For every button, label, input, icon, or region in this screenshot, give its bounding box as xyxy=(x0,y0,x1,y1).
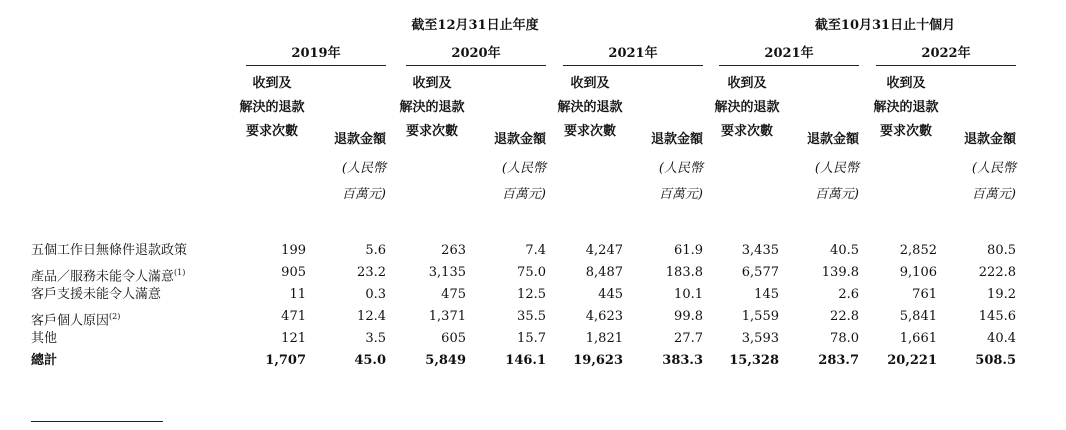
table-cell: 19.2 xyxy=(987,287,1016,302)
count-header-line: 解決的退款 xyxy=(714,100,780,115)
table-cell: 23.2 xyxy=(357,265,386,280)
count-header-line: 解決的退款 xyxy=(557,100,623,115)
table-cell: 6,577 xyxy=(741,265,779,280)
table-cell: 383.3 xyxy=(662,353,703,368)
amount-header: 退款金額 xyxy=(650,132,703,147)
table-cell: 5.6 xyxy=(365,243,386,258)
table-cell: 139.8 xyxy=(821,265,859,280)
table-cell: 905 xyxy=(281,265,306,280)
row-label: 其他 xyxy=(31,331,58,346)
table-cell: 199 xyxy=(281,243,306,258)
table-cell: 761 xyxy=(912,287,937,302)
table-cell: 35.5 xyxy=(517,309,546,324)
amount-unit-line: (人民幣 xyxy=(341,161,386,176)
table-cell: 146.1 xyxy=(505,353,546,368)
table-cell: 45.0 xyxy=(354,353,386,368)
table-cell: 508.5 xyxy=(975,353,1016,368)
table-cell: 4,247 xyxy=(585,243,623,258)
year-underline xyxy=(876,65,1016,66)
table-cell: 222.8 xyxy=(978,265,1016,280)
amount-header: 退款金額 xyxy=(333,132,386,147)
row-label: 五個工作日無條件退款政策 xyxy=(31,243,188,258)
table-cell: 75.0 xyxy=(517,265,546,280)
table-cell: 1,661 xyxy=(899,331,937,346)
amount-unit-line: 百萬元) xyxy=(971,187,1016,202)
amount-unit-line: 百萬元) xyxy=(501,187,546,202)
row-label: 客戶支援未能令人滿意 xyxy=(31,287,162,302)
table-cell: 605 xyxy=(441,331,466,346)
count-header-line: 收到及 xyxy=(886,76,926,91)
count-header-line: 要求次數 xyxy=(563,124,616,139)
year-underline xyxy=(406,65,546,66)
footnote-marker: (2) xyxy=(109,312,121,321)
table-cell: 183.8 xyxy=(665,265,703,280)
table-cell: 61.9 xyxy=(674,243,703,258)
count-header-line: 要求次數 xyxy=(405,124,458,139)
group-header-ten-months: 截至10月31日止十個月 xyxy=(814,18,956,33)
count-header-line: 收到及 xyxy=(412,76,452,91)
count-header-line: 要求次數 xyxy=(245,124,298,139)
table-cell: 145 xyxy=(754,287,779,302)
table-cell: 12.5 xyxy=(517,287,546,302)
table-cell: 5,841 xyxy=(899,309,937,324)
table-cell: 80.5 xyxy=(987,243,1016,258)
count-header-line: 要求次數 xyxy=(720,124,773,139)
year-header: 2020年 xyxy=(451,46,501,61)
amount-unit-line: (人民幣 xyxy=(971,161,1016,176)
table-cell: 20,221 xyxy=(887,353,937,368)
table-cell: 263 xyxy=(441,243,466,258)
amount-header: 退款金額 xyxy=(493,132,546,147)
table-cell: 40.4 xyxy=(987,331,1016,346)
footnote-marker: (1) xyxy=(174,268,186,277)
table-cell: 3,593 xyxy=(741,331,779,346)
amount-unit-line: (人民幣 xyxy=(501,161,546,176)
table-cell: 0.3 xyxy=(365,287,386,302)
table-cell: 5,849 xyxy=(425,353,466,368)
table-cell: 11 xyxy=(289,287,306,302)
table-cell: 7.4 xyxy=(525,243,546,258)
amount-unit-line: 百萬元) xyxy=(341,187,386,202)
table-cell: 99.8 xyxy=(674,309,703,324)
amount-unit-line: 百萬元) xyxy=(658,187,703,202)
table-cell: 145.6 xyxy=(978,309,1016,324)
count-header-line: 解決的退款 xyxy=(239,100,305,115)
table-cell: 445 xyxy=(598,287,623,302)
table-cell: 8,487 xyxy=(585,265,623,280)
table-cell: 1,821 xyxy=(585,331,623,346)
table-cell: 78.0 xyxy=(830,331,859,346)
year-header: 2021年 xyxy=(608,46,658,61)
table-cell: 3,135 xyxy=(428,265,466,280)
amount-header: 退款金額 xyxy=(963,132,1016,147)
table-cell: 3.5 xyxy=(365,331,386,346)
table-cell: 2,852 xyxy=(899,243,937,258)
amount-header: 退款金額 xyxy=(806,132,859,147)
year-header: 2019年 xyxy=(291,46,341,61)
table-cell: 1,371 xyxy=(428,309,466,324)
table-cell: 15,328 xyxy=(729,353,779,368)
table-cell: 9,106 xyxy=(899,265,937,280)
table-cell: 12.4 xyxy=(357,309,386,324)
row-label: 產品／服務未能令人滿意$^{(1)}$ xyxy=(31,268,186,285)
count-header-line: 要求次數 xyxy=(879,124,932,139)
table-cell: 22.8 xyxy=(830,309,859,324)
count-header-line: 收到及 xyxy=(252,76,292,91)
table-cell: 2.6 xyxy=(838,287,859,302)
table-cell: 471 xyxy=(281,309,306,324)
table-cell: 1,707 xyxy=(265,353,306,368)
row-label: 客戶個人原因$^{(2)}$ xyxy=(31,312,121,329)
table-cell: 40.5 xyxy=(830,243,859,258)
table-cell: 1,559 xyxy=(741,309,779,324)
count-header-line: 收到及 xyxy=(570,76,610,91)
table-cell: 15.7 xyxy=(517,331,546,346)
table-cell: 19,623 xyxy=(573,353,623,368)
amount-unit-line: 百萬元) xyxy=(814,187,859,202)
table-cell: 283.7 xyxy=(818,353,859,368)
row-label: 總計 xyxy=(31,353,58,368)
year-header: 2021年 xyxy=(764,46,814,61)
group-header-annual: 截至12月31日止年度 xyxy=(411,18,539,33)
table-cell: 475 xyxy=(441,287,466,302)
table-cell: 3,435 xyxy=(741,243,779,258)
count-header-line: 收到及 xyxy=(727,76,767,91)
count-header-line: 解決的退款 xyxy=(873,100,939,115)
amount-unit-line: (人民幣 xyxy=(658,161,703,176)
amount-unit-line: (人民幣 xyxy=(814,161,859,176)
table-cell: 10.1 xyxy=(674,287,703,302)
year-underline xyxy=(719,65,859,66)
count-header-line: 解決的退款 xyxy=(399,100,465,115)
year-header: 2022年 xyxy=(921,46,971,61)
table-cell: 27.7 xyxy=(674,331,703,346)
footnote-separator xyxy=(31,421,163,422)
table-cell: 4,623 xyxy=(585,309,623,324)
year-underline xyxy=(246,65,386,66)
table-cell: 121 xyxy=(281,331,306,346)
year-underline xyxy=(563,65,703,66)
